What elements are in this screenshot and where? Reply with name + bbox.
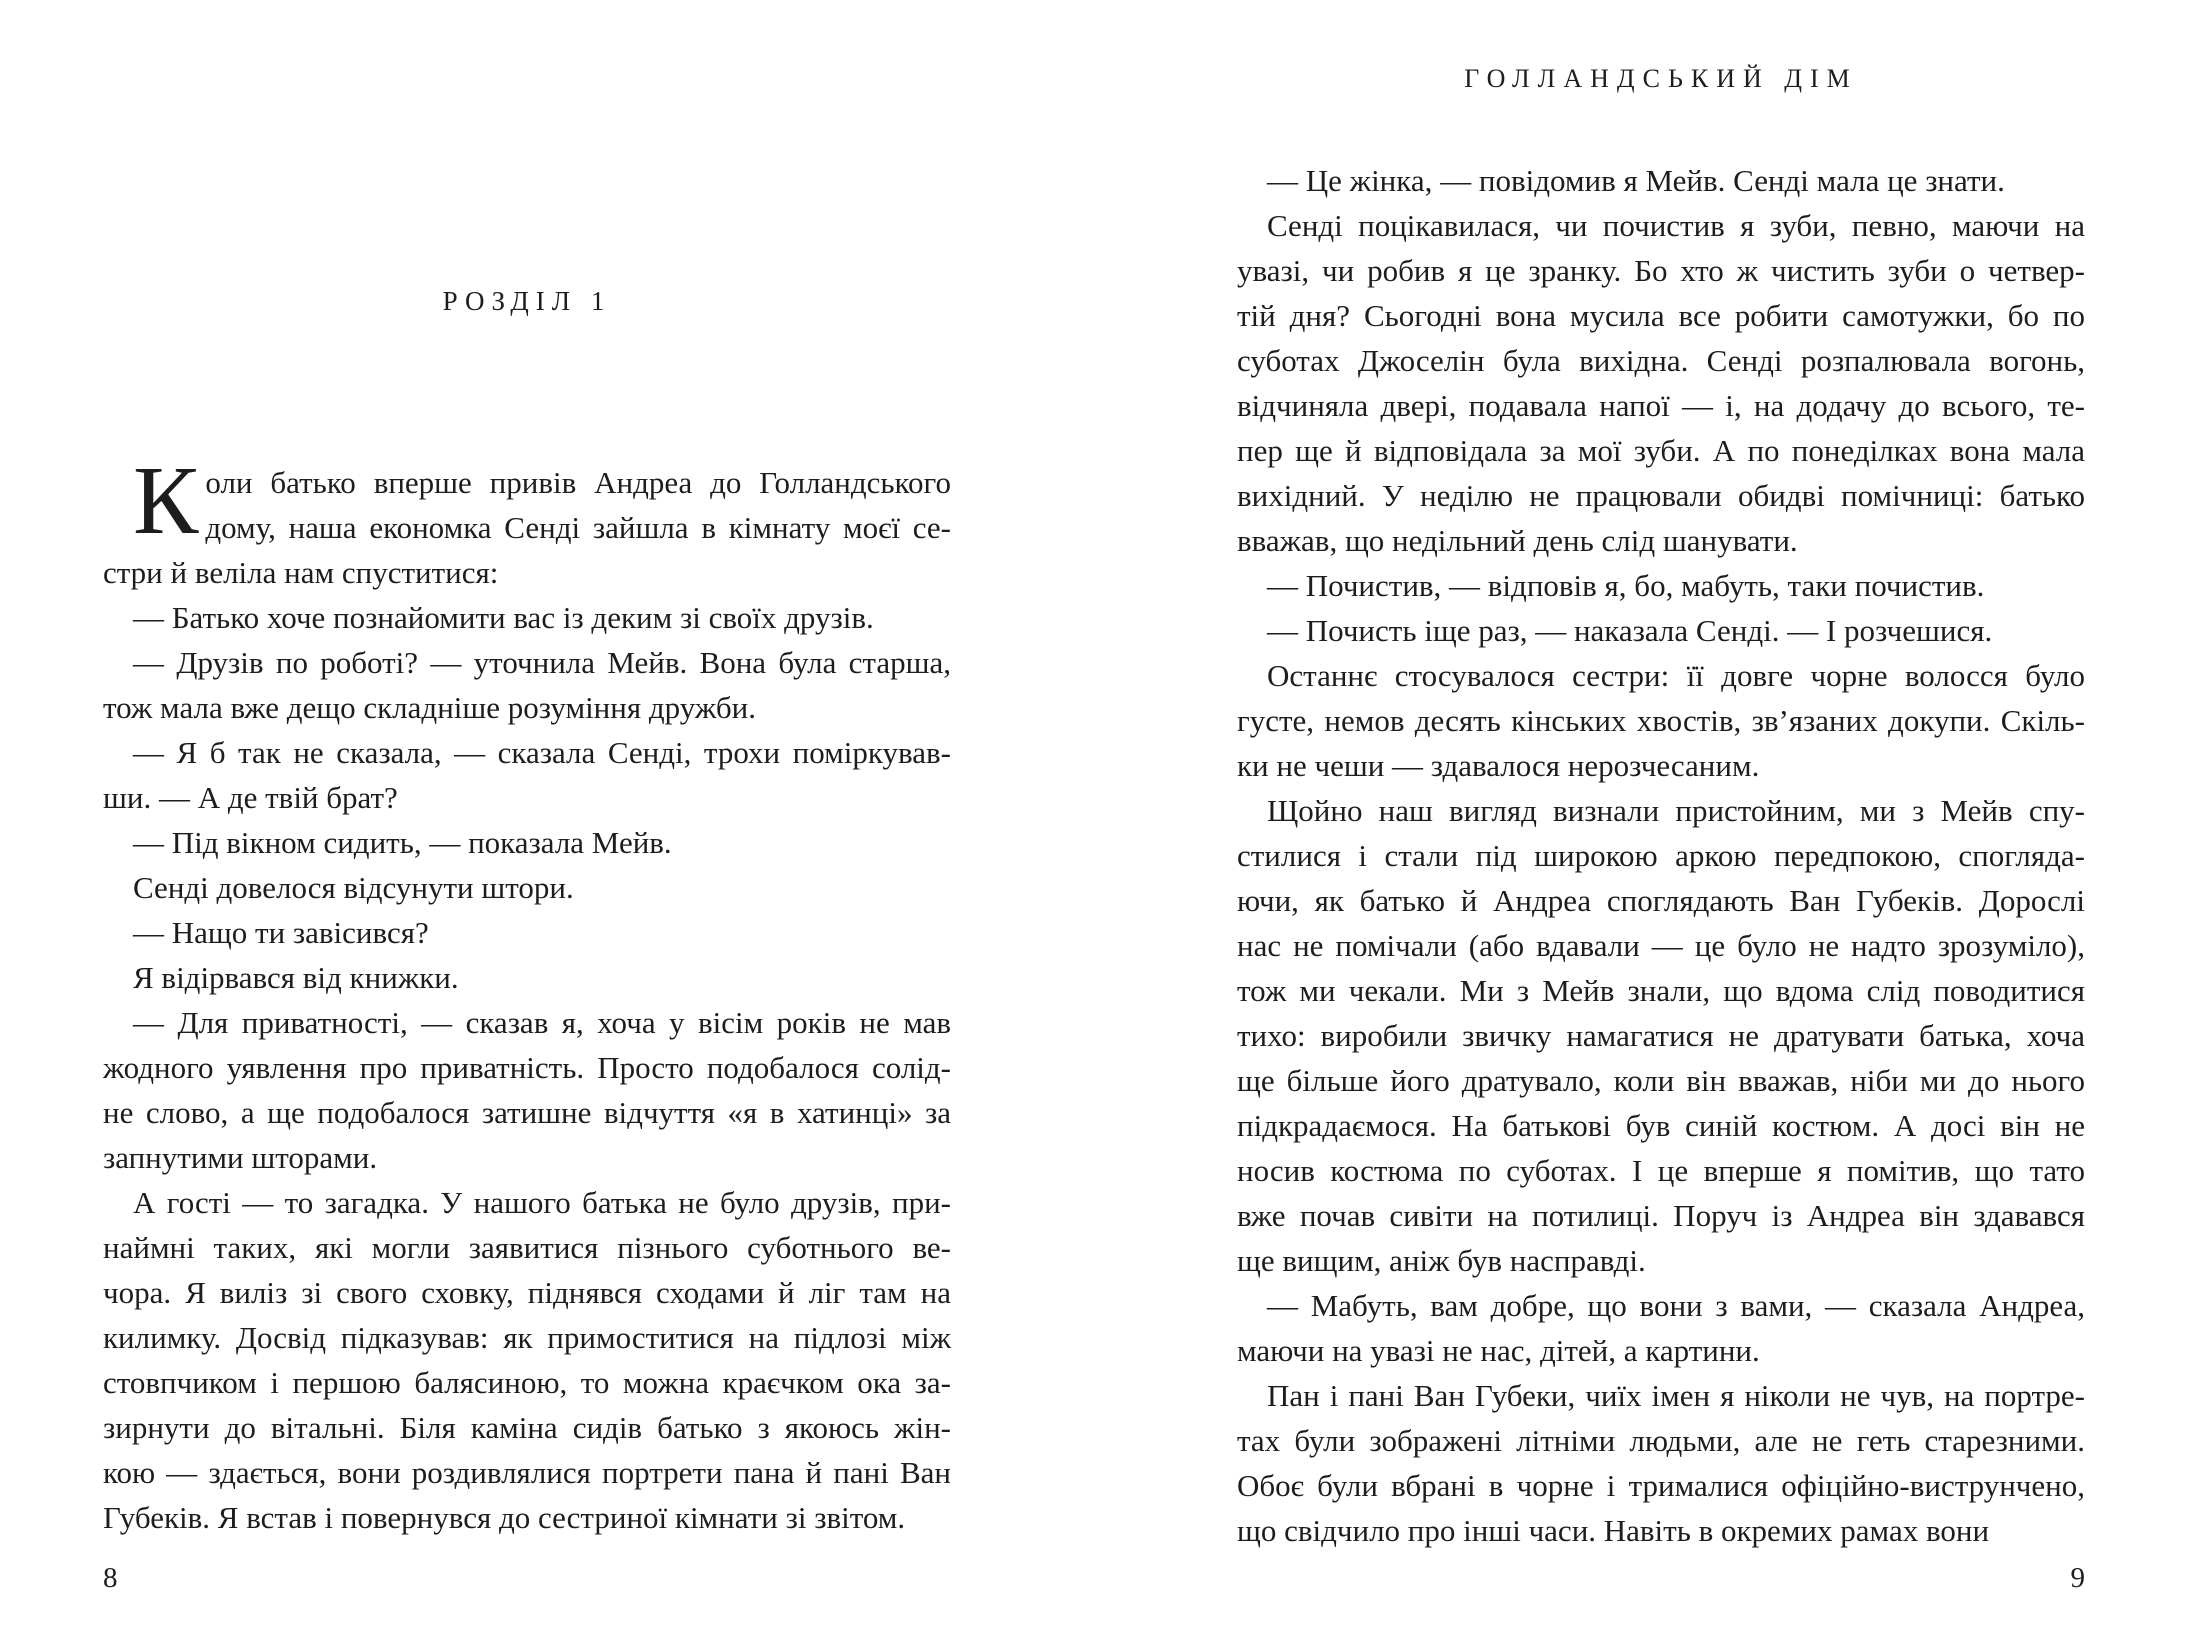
text-line: ючи, як батько й Андреа споглядають Ван Губеків. Дорослі [1237,883,2085,918]
text-line: вважав, що недільний день слід шанувати. [1237,523,1798,558]
text-line: стовпчиком і першою балясиною, то можна краєчком ока за- [103,1365,951,1400]
text-line: — Почистив, — відповів я, бо, мабуть, таки почистив. [1267,568,1985,603]
text-line: нас не помічали (або вдавали — це було не надто зрозуміло), [1237,928,2085,963]
text-line: густе, немов десять кінських хвостів, зв’язаних докупи. Скіль- [1237,703,2085,738]
paragraph [103,865,951,910]
text-line: стри й веліла нам спуститися: [103,555,499,590]
paragraph [1237,1283,2085,1373]
text-line: носив костюма по суботах. І це вперше я помітив, що тато [1237,1153,2085,1188]
page-number-right: 9 [2070,1562,2085,1594]
paragraph [103,910,951,955]
text-line: — Нащо ти завісився? [133,915,429,950]
text-line: вихідний. У неділю не працювали обидві помічниці: батько [1237,478,2085,513]
text-line: стилися і стали під широкою аркою передпокою, спогляда- [1237,838,2085,873]
text-line: кою — здається, вони роздивлялися портрети пана й пані Ван [103,1455,951,1490]
text-line: суботах Джоселін була вихідна. Сенді розпалювала вогонь, [1237,343,2085,378]
text-line: — Мабуть, вам добре, що вони з вами, — сказала Андреа, [1267,1288,2085,1323]
text-line: Обоє були вбрані в чорне і трималися офіційно-виструнчено, [1237,1468,2085,1503]
text-line: — Для приватності, — сказав я, хоча у вісім років не мав [133,1005,951,1040]
text-line: чора. Я виліз зі свого сховку, піднявся сходами й ліг там на [103,1275,951,1310]
text-line: тож ми чекали. Ми з Мейв знали, що вдома слід поводитися [1237,973,2085,1008]
text-line: вже почав сивіти на потилиці. Поруч із Андреа він здавався [1237,1198,2085,1233]
text-line: — Під вікном сидить, — показала Мейв. [133,825,672,860]
text-line: запнутими шторами. [103,1140,378,1175]
text-line: — Друзів по роботі? — уточнила Мейв. Вона була старша, [133,645,951,680]
paragraph [103,640,951,730]
text-line: маючи на увазі не нас, дітей, а картини. [1237,1333,1760,1368]
text-line: оли батько вперше привів Андреа до Голландського [205,465,951,500]
text-line: Губеків. Я встав і повернувся до сестриної кімнати зі звітом. [103,1500,906,1535]
left-page [103,0,951,1650]
paragraph [1237,788,2085,1283]
text-line: ши. — А де твій брат? [103,780,398,815]
text-line: Щойно наш вигляд визнали пристойним, ми з Мейв спу- [1267,793,2085,828]
text-line: ще більше його дратувало, коли він вважав, ніби ми до нього [1237,1063,2085,1098]
text-line: — Я б так не сказала, — сказала Сенді, трохи поміркував- [133,735,951,770]
text-line: зирнути до вітальні. Біля каміна сидів батько з якоюсь жін- [103,1410,951,1445]
text-line: Пан і пані Ван Губеки, чиїх імен я ніколи не чув, на портре- [1267,1378,2085,1413]
text-line: тож мала вже дещо складніше розуміння дружби. [103,690,756,725]
text-line: Я відірвався від книжки. [133,960,459,995]
paragraph [1237,158,2085,203]
text-line: — Це жінка, — повідомив я Мейв. Сенді мала це знати. [1267,163,2005,198]
text-line: не слово, а ще подобалося затишне відчуття «я в хатинці» за [103,1095,951,1130]
text-line: підкрадаємося. На батькові був синій костюм. А досі він не [1237,1108,2085,1143]
chapter-heading: РОЗДІЛ 1 [442,286,612,316]
text-line: що свідчило про інші часи. Навіть в окремих рамах вони [1237,1513,1990,1548]
paragraph [103,955,951,1000]
text-line: — Батько хоче познайомити вас із деким зі своїх друзів. [133,600,874,635]
text-line: тихо: виробили звичку намагатися не дратувати батька, хоча [1237,1018,2085,1053]
paragraph [1237,608,2085,653]
text-line: — Почисть іще раз, — наказала Сенді. — І розчешися. [1267,613,1993,648]
text-line: пер ще й відповідала за мої зуби. А по понеділках вона мала [1237,433,2085,468]
text-line: килимку. Досвід підказував: як примоститися на підлозі між [103,1320,951,1355]
paragraph [103,447,951,595]
text-line: відчиняла двері, подавала напої — і, на додачу до всього, те- [1237,388,2085,423]
paragraph [103,595,951,640]
text-line: Останнє стосувалося сестри: її довге чорне волосся було [1267,658,2085,693]
text-line: наймні таких, які могли заявитися пізнього суботнього ве- [103,1230,951,1265]
right-page-text [1237,158,2085,1553]
text-line: ки не чеши — здавалося нерозчесаним. [1237,748,1760,783]
paragraph [103,730,951,820]
text-line: увазі, чи робив я це зранку. Бо хто ж чистить зуби о четвер- [1237,253,2085,288]
text-line: тій дня? Сьогодні вона мусила все робити самотужки, бо по [1237,298,2085,333]
text-line: ще вищим, аніж був насправді. [1237,1243,1646,1278]
text-line: А гості — то загадка. У нашого батька не було друзів, при- [133,1185,951,1220]
text-line: Сенді довелося відсунути штори. [133,870,574,905]
paragraph [1237,563,2085,608]
text-line: Сенді поцікавилася, чи почистив я зуби, певно, маючи на [1267,208,2085,243]
paragraph [1237,653,2085,788]
right-page [1237,0,2085,1650]
running-header: ГОЛЛАНДСЬКИЙ ДІМ [1464,64,1858,93]
paragraph [103,1000,951,1180]
page-number-left: 8 [103,1562,118,1594]
left-page-text [103,447,951,1540]
text-line: тах були зображені літніми людьми, але не геть старезними. [1237,1423,2085,1458]
paragraph [1237,1373,2085,1553]
text-line: жодного уявлення про приватність. Просто подобалося солід- [103,1050,951,1085]
drop-cap: К [133,447,199,555]
paragraph [103,1180,951,1540]
paragraph [103,820,951,865]
text-line: дому, наша економка Сенді зайшла в кімнату моєї се- [205,510,951,545]
paragraph [1237,203,2085,563]
